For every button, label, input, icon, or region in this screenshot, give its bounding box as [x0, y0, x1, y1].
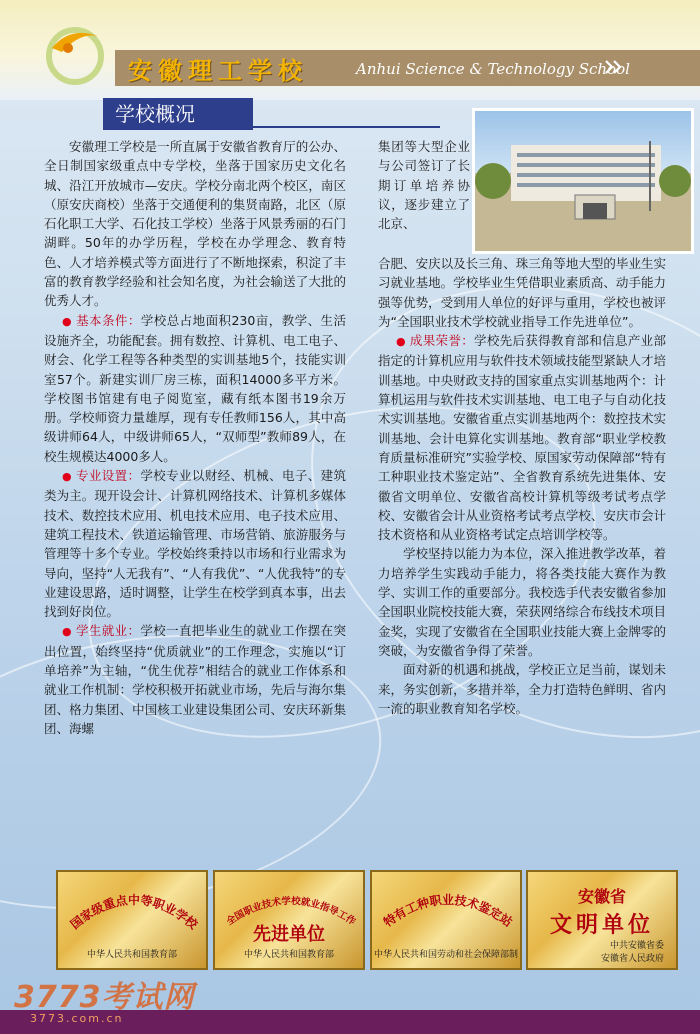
bullet-icon: ● [396, 335, 406, 349]
basic-conditions-paragraph [44, 311, 346, 466]
school-logo-icon [40, 18, 110, 88]
achievements-label: 成果荣誉： [409, 333, 475, 349]
section-title: 学校概况 [103, 98, 253, 130]
employment-label: 学生就业： [75, 623, 141, 639]
achievements-text: 学校先后获得教育部和信息产业部指定的计算机应用与软件技术领域技能型紧缺人才培训基地。中央财政支持的国家重点实训基地两个：计算机运用与软件技术实训基地、电工电子与自动化技术实训基地。安徽省重点实训基地两个：数控技术实训基地、会计电算化实训基地。教育部“职业学校教育质量标准研究”实验学校、原国家劳动保障部“特有工种职业技术鉴定站”、全省教育系统先进集体、安徽省文明单位、安徽省高校计算机等级考试考点学校、安徽省会计从业资格考试考点学校、安庆市会计技术资格和从业资格考试定点培训学校等。 [378, 333, 666, 543]
future-paragraph: 面对新的机遇和挑战，学校正立足当前，谋划未来，务实创新，多措并举，全力打造特色鲜明、省内一流的职业教育知名学校。 [378, 662, 666, 716]
bullet-icon: ● [62, 314, 73, 328]
plaque-title: 先进单位 [253, 924, 325, 945]
campus-photo [472, 108, 694, 254]
employment-continued: 合肥、安庆以及长三角、珠三角等地大型的毕业生实习就业基地。学校毕业生凭借职业素质高、动手能力强等优势，受到用人单位的好评与重用，学校也被评为“全国职业技术学校就业指导工作先进单位”。 [378, 256, 666, 329]
article-column-left [44, 137, 346, 738]
employment-text: 学校一直把毕业生的就业工作摆在突出位置，始终坚持“优质就业”的工作理念，实施以“订单培养”为主轴，“优生优荐”相结合的就业工作体系和就业工作机制：学校积极开拓就业市场，先后与海尔集团、格力集团、中国核工业建设集团公司、安庆环新集团、海螺 [44, 623, 346, 736]
svg-text:全国职业技术学校就业指导工作: 全国职业技术学校就业指导工作 [224, 895, 358, 928]
school-name-cn: 安徽理工学校 [128, 56, 308, 85]
majors-paragraph [44, 466, 346, 621]
basic-conditions-label: 基本条件： [76, 312, 141, 328]
majors-label: 专业设置： [75, 468, 141, 484]
bullet-icon: ● [62, 470, 72, 484]
bullet-icon: ● [62, 625, 72, 639]
watermark-logo: 3773考试网 [14, 980, 195, 1015]
section-title-underline [250, 126, 440, 128]
award-plaque-civilized-unit [526, 870, 678, 970]
double-chevron-right-icon [604, 60, 624, 74]
campus-building-illustration [475, 111, 691, 251]
plaque-title: 文明单位 [549, 913, 654, 938]
achievements-paragraph [378, 331, 666, 544]
plaque-arc-text [58, 880, 210, 940]
award-plaque-employment [213, 870, 365, 970]
award-plaque-appraisal-station [370, 870, 522, 970]
article-column-right-narrow [378, 137, 470, 233]
plaque-issuer: 中华人民共和国教育部 [243, 950, 334, 960]
majors-text: 学校专业以财经、机械、电子、建筑类为主。现开设会计、计算机网络技术、计算机多媒体技术、数控技术应用、机电技术应用、电子技术应用、建筑工程技术、铁道运输管理、市场营销、旅游服务与管理等十多个专业。学校始终秉持以市场和行业需求为导向，坚持“人无我有”、“人有我优”、“人优我特”的专业建设思路，适时调整，让学生在校学到真本事，出去找到好岗位。 [44, 468, 346, 620]
school-name-en: Anhui Science & Technology School [356, 60, 630, 78]
award-plaque-key-school [56, 870, 208, 970]
employment-paragraph [44, 621, 346, 738]
basic-conditions-text: 学校总占地面积230亩，教学、生活设施齐全，功能配套。拥有数控、计算机、电工电子、财会、化学工程等各种类型的实训基地5个，技能实训室57个。新建实训厂房三栋，面积14000多平方米。学校图书馆建有电子阅览室，藏有纸本图书19余万册。学校师资力量雄厚，现有专任教师156人，其中高级讲师64人，中级讲师65人，“双师型”教师89人，在校生规模达4000多人。 [44, 312, 346, 464]
plaque-subtitle: 安徽省 [577, 887, 626, 906]
plaque-issuer: 中华人民共和国教育部 [86, 950, 177, 960]
plaque-issuer: 中华人民共和国劳动和社会保障部制 [373, 950, 518, 960]
svg-text:国家级重点中等职业学校: 国家级重点中等职业学校 [67, 893, 201, 932]
plaque-issuer: 中共安徽省委 安徽省人民政府 [600, 941, 664, 964]
plaque-arc-text [372, 880, 524, 940]
ability-paragraph: 学校坚持以能力为本位，深入推进教学改革，着力培养学生实践动手能力，将各类技能大赛作为教学、实训工作的重要部分。我校选手代表安徽省参加全国职业院校技能大赛，荣获网络综合布线技术项目金奖，实现了安徽省在全国职业技能大赛上金牌零的突破，为安徽省争得了荣誉。 [378, 546, 666, 658]
page-header [0, 0, 700, 100]
intro-paragraph: 安徽理工学校是一所直属于安徽省教育厅的公办、全日制国家级重点中专学校，坐落于国家历史文化名城、沿江开放城市—安庆。学校分南北两个校区，南区（原安庆商校）坐落于交通便利的集贤南路，北区（原石化职工大学、石化技工学校）坐落于风景秀丽的石门湖畔。50年的办学历程，学校在办学理念、教育特色、人才培养模式等方面进行了不断地探索，积淀了丰富的教育教学经验和社会知名度，为社会输送了大批的优秀人才。 [44, 139, 346, 309]
svg-text:特有工种职业技术鉴定站: 特有工种职业技术鉴定站 [381, 893, 515, 930]
employment-continued-narrow: 集团等大型企业与公司签订了长期订单培养协议，逐步建立了北京、 [378, 139, 470, 232]
watermark-url: 3773.com.cn [30, 1012, 124, 1025]
article-column-right [378, 254, 666, 718]
